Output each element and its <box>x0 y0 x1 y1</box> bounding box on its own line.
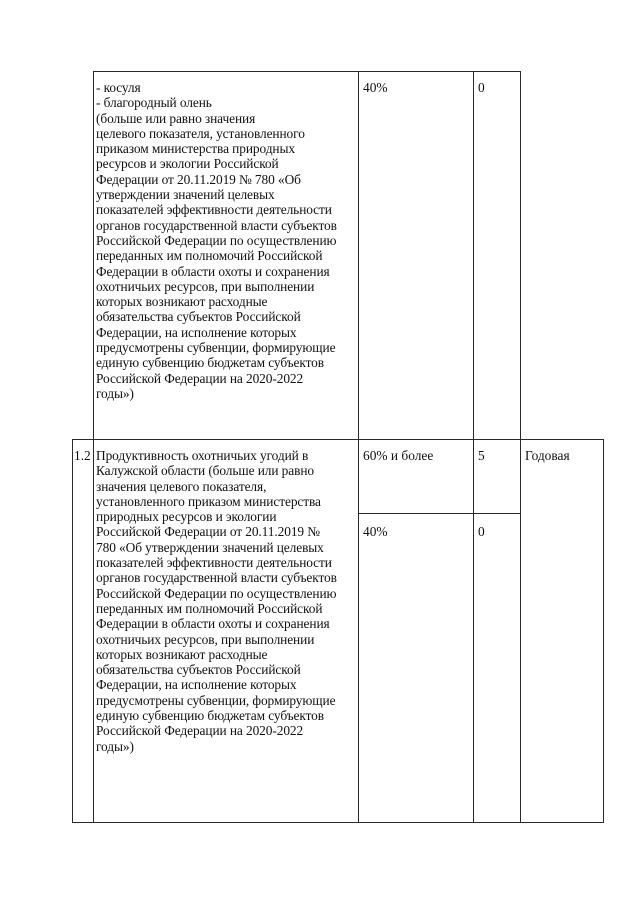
row-2-number: 1.2 <box>74 448 91 463</box>
score-column-border <box>520 71 521 823</box>
row-2-score-low: 0 <box>478 524 485 539</box>
row-2-period: Годовая <box>525 448 570 463</box>
row-divider <box>72 439 604 440</box>
value-subrow-divider <box>358 513 521 514</box>
row-1-score: 0 <box>478 80 485 95</box>
row-2-description: Продуктивность охотничьих угодий в Калужской области (больше или равно значения целевого показателя, установленного приказом министерства природных ресурсов и экологии Российской Федерации от 20.11.2019 № 780 «Об утверждении значений целевых показателей эффективности деятельности органов государственной власти субъектов Российской Федерации по осуществлению переданных им полномочий Российской Федерации в области охоты и сохранения охотничьих ресурсов, при выполнении которых возникают расходные обязательства субъектов Российской Федерации, на исполнение которых предусмотрены субвенции, формирующие единую субвенцию бюджетам субъектов Российской Федерации на 2020-2022 годы») <box>96 448 337 754</box>
row-2-score-high: 5 <box>478 448 485 463</box>
row-1-value: 40% <box>363 80 388 95</box>
table-top-border <box>93 71 520 72</box>
left-outer-border <box>72 439 73 823</box>
row-2-value-high: 60% и более <box>363 448 434 463</box>
value-column-border <box>473 71 474 823</box>
right-outer-border <box>603 439 604 823</box>
number-column-border <box>93 71 94 823</box>
row-2-value-low: 40% <box>363 524 388 539</box>
description-column-border <box>358 71 359 823</box>
row-1-description: - косуля - благородный олень (больше или равно значения целевого показателя, установленного приказом министерства природных ресурсов и экологии Российской Федерации от 20.11.2019 № 780 «Об утверждении значений целевых показателей эффективности деятельности органов государственной власти субъектов Российской Федерации по осуществлению переданных им полномочий Российской Федерации в области охоты и сохранения охотничьих ресурсов, при выполнении которых возникают расходные обязательства субъектов Российской Федерации, на исполнение которых предусмотрены субвенции, формирующие единую субвенцию бюджетам субъектов Российской Федерации на 2020-2022 годы») <box>96 80 337 401</box>
table-bottom-border <box>72 822 604 823</box>
